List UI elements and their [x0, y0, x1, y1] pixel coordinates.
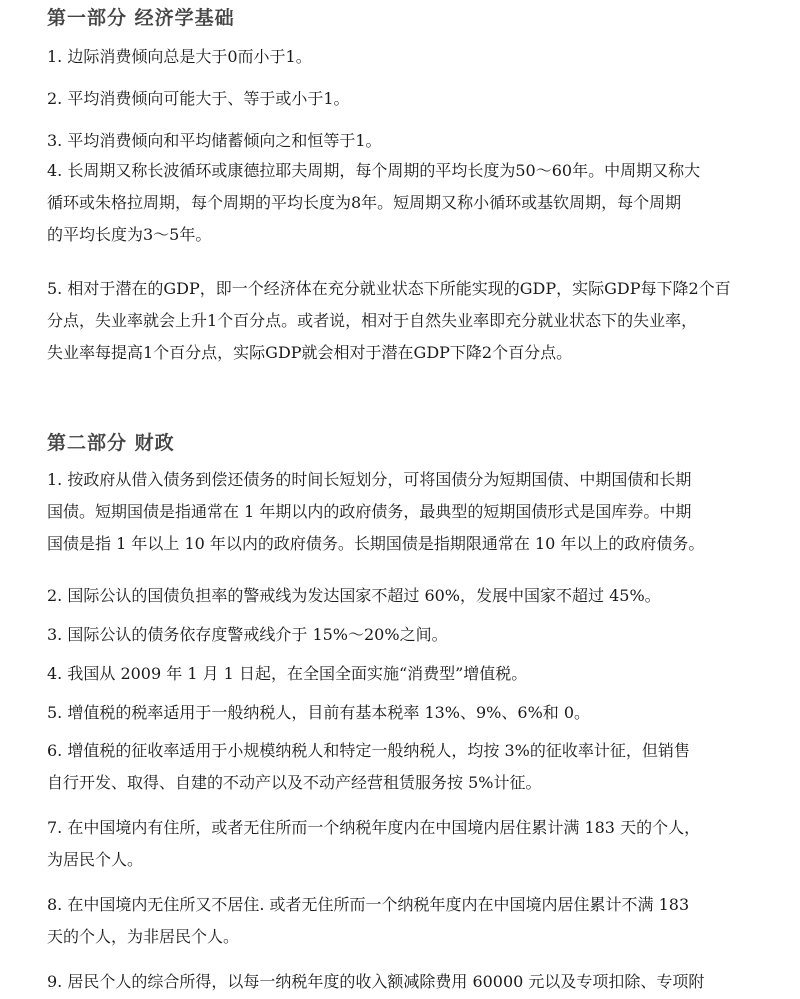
text-line: 失业率每提高1个百分点，实际GDP就会相对于潜在GDP下降2个百分点。 — [47, 343, 573, 362]
section-1-item-1 — [47, 41, 782, 73]
text-line: 国债。短期国债是指通常在 1 年期以内的政府债务，最典型的短期国债形式是国库券。中期 — [47, 502, 692, 521]
text-line: 分点，失业率就会上升1个百分点。或者说，相对于自然失业率即充分就业状态下的失业率， — [47, 311, 698, 330]
section-2-item-4 — [47, 658, 782, 690]
section-2-item-7 — [47, 812, 782, 876]
section-1-item-5 — [47, 273, 782, 369]
text-line: 自行开发、取得、自建的不动产以及不动产经营租赁服务按 5%计征。 — [47, 773, 542, 792]
section-2-title: 第二部分 财政 — [47, 432, 175, 454]
text-line: 国债是指 1 年以上 10 年以内的政府债务。长期国债是指期限通常在 10 年以上的政府债务。 — [47, 534, 705, 553]
text-line: 5. 增值税的税率适用于一般纳税人，目前有基本税率 13%、9%、6%和 0。 — [47, 703, 591, 722]
section-2-item-9 — [47, 966, 782, 998]
section-2-item-5 — [47, 697, 782, 729]
section-2-item-8 — [47, 889, 782, 953]
section-1-item-3 — [47, 125, 782, 157]
text-line: 9. 居民个人的综合所得，以每一纳税年度的收入额减除费用 60000 元以及专项扣除、专项附 — [47, 972, 705, 991]
text-line: 2. 平均消费倾向可能大于、等于或小于1。 — [47, 89, 350, 108]
text-line: 4. 我国从 2009 年 1 月 1 日起，在全国全面实施“消费型”增值税。 — [47, 664, 528, 683]
section-1-item-2 — [47, 83, 782, 115]
text-line: 1. 按政府从借入债务到偿还债务的时间长短划分，可将国债分为短期国债、中期国债和长期 — [47, 470, 692, 489]
text-line: 循环或朱格拉周期，每个周期的平均长度为8年。短周期又称小循环或基钦周期，每个周期 — [47, 193, 682, 212]
text-line: 6. 增值税的征收率适用于小规模纳税人和特定一般纳税人，均按 3%的征收率计征，但销售 — [47, 741, 690, 760]
section-2-item-3 — [47, 619, 782, 651]
text-line: 5. 相对于潜在的GDP，即一个经济体在充分就业状态下所能实现的GDP，实际GDP每下降2个百 — [47, 279, 731, 298]
text-line: 的平均长度为3～5年。 — [47, 225, 212, 244]
section-2-item-1 — [47, 464, 782, 560]
text-line: 1. 边际消费倾向总是大于0而小于1。 — [47, 47, 312, 66]
text-line: 2. 国际公认的国债负担率的警戒线为发达国家不超过 60%，发展中国家不超过 45%。 — [47, 586, 661, 605]
section-1-item-4 — [47, 155, 782, 251]
text-line: 4. 长周期又称长波循环或康德拉耶夫周期，每个周期的平均长度为50～60年。中周期又称大 — [47, 161, 701, 180]
text-line: 3. 平均消费倾向和平均储蓄倾向之和恒等于1。 — [47, 131, 382, 150]
section-2-item-6 — [47, 735, 782, 799]
text-line: 7. 在中国境内有住所，或者无住所而一个纳税年度内在中国境内居住累计满 183 天的个人， — [47, 818, 701, 837]
section-1-title: 第一部分 经济学基础 — [47, 7, 235, 29]
text-line: 为居民个人。 — [47, 850, 144, 869]
section-2-item-2 — [47, 580, 782, 612]
text-line: 3. 国际公认的债务依存度警戒线介于 15%～20%之间。 — [47, 625, 448, 644]
text-line: 8. 在中国境内无住所又不居住. 或者无住所而一个纳税年度内在中国境内居住累计不满 183 — [47, 895, 690, 914]
text-line: 天的个人，为非居民个人。 — [47, 927, 240, 946]
